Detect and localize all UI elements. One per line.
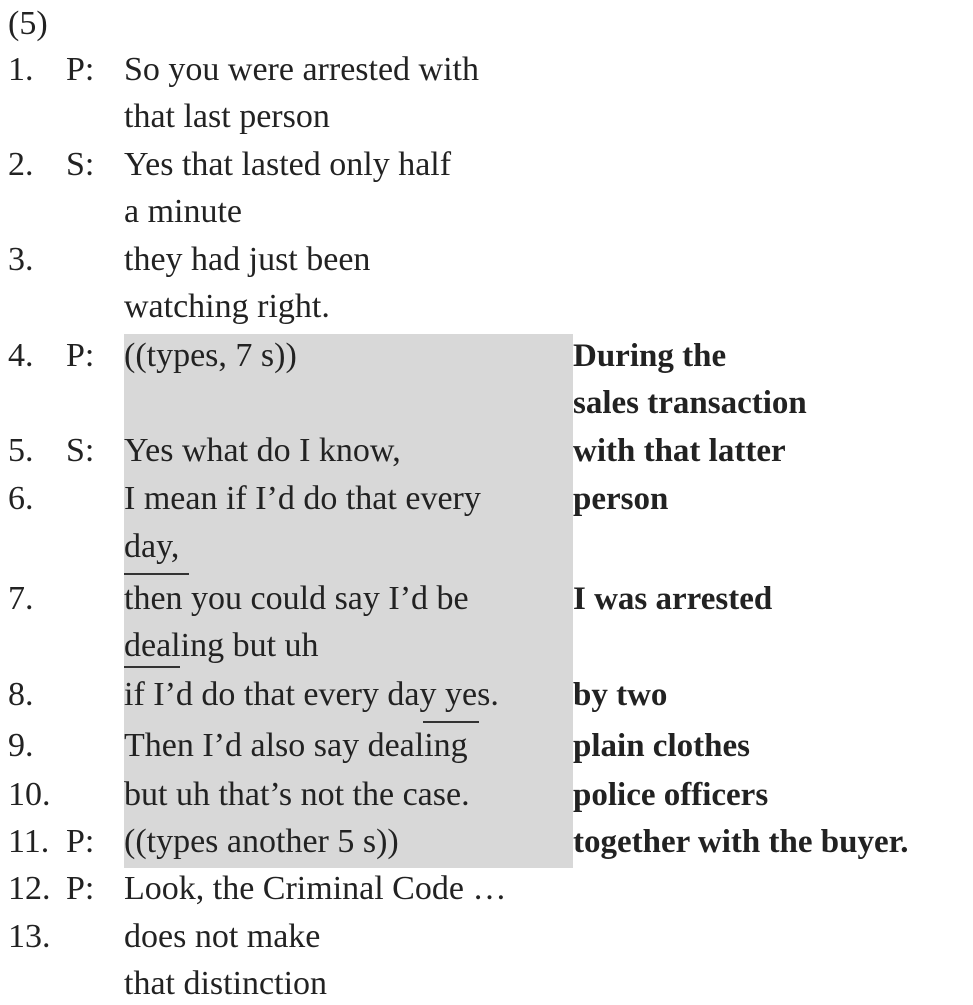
- speaker-4: P:: [66, 337, 95, 374]
- utterance-5: Yes what do I know,: [124, 432, 401, 469]
- utterance-1b: that last person: [124, 98, 330, 135]
- speaker-2: S:: [66, 146, 95, 183]
- line-number-6: 6.: [8, 480, 34, 517]
- line-number-13: 13.: [8, 918, 51, 955]
- line-number-10: 10.: [8, 776, 51, 813]
- line-number-12: 12.: [8, 870, 51, 907]
- example-label: (5): [8, 5, 48, 42]
- line-number-5: 5.: [8, 432, 34, 469]
- utterance-11: ((types another 5 s)): [124, 823, 399, 860]
- utterance-6b: day,: [124, 528, 180, 565]
- speaker-5: S:: [66, 432, 95, 469]
- speaker-12: P:: [66, 870, 95, 907]
- utterance-13b: that distinction: [124, 965, 328, 1002]
- typed-text-line-6: by two: [573, 677, 668, 713]
- utterance-8: if I’d do that every day yes.: [124, 676, 499, 713]
- utterance-6a: I mean if I’d do that every: [124, 480, 481, 517]
- utterance-3a: they had just been: [124, 241, 371, 278]
- typed-text-line-7: plain clothes: [573, 728, 750, 764]
- typed-text-line-3: with that latter: [573, 433, 786, 469]
- line-number-7: 7.: [8, 580, 34, 617]
- typed-text-line-9: together with the buyer.: [573, 824, 909, 860]
- typed-text-line-8: police officers: [573, 777, 769, 813]
- underline-day-2: [423, 721, 479, 723]
- line-number-2: 2.: [8, 146, 34, 183]
- utterance-2b: a minute: [124, 193, 243, 230]
- utterance-10: but uh that’s not the case.: [124, 776, 470, 813]
- typed-text-line-2: sales transaction: [573, 385, 807, 421]
- utterance-1a: So you were arrested with: [124, 51, 480, 88]
- line-number-9: 9.: [8, 727, 34, 764]
- typed-text-line-1: During the: [573, 338, 727, 374]
- utterance-12: Look, the Criminal Code …: [124, 870, 507, 907]
- line-number-3: 3.: [8, 241, 34, 278]
- typed-text-line-5: I was arrested: [573, 581, 773, 617]
- utterance-3b: watching right.: [124, 288, 330, 325]
- line-number-8: 8.: [8, 676, 34, 713]
- utterance-4: ((types, 7 s)): [124, 337, 297, 374]
- utterance-7b: dealing but uh: [124, 627, 319, 664]
- typed-text-line-4: person: [573, 481, 669, 517]
- line-number-4: 4.: [8, 337, 34, 374]
- utterance-2a: Yes that lasted only half: [124, 146, 452, 183]
- utterance-9: Then I’d also say dealing: [124, 727, 468, 764]
- line-number-11: 11.: [8, 823, 50, 860]
- line-number-1: 1.: [8, 51, 34, 88]
- underline-day-1: [124, 573, 189, 575]
- utterance-13a: does not make: [124, 918, 321, 955]
- utterance-7a: then you could say I’d be: [124, 580, 469, 617]
- speaker-1: P:: [66, 51, 95, 88]
- speaker-11: P:: [66, 823, 95, 860]
- underline-deal: [124, 666, 180, 668]
